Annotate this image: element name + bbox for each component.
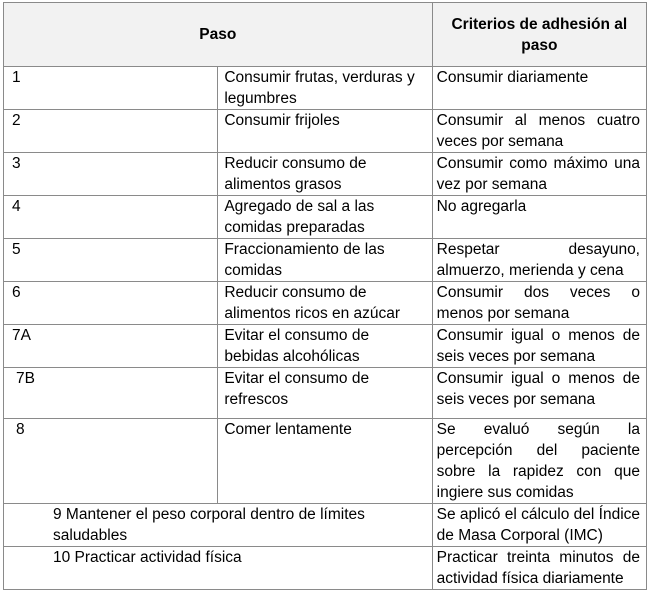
header-step: Paso xyxy=(4,3,433,67)
table-row xyxy=(4,547,647,590)
step-number: 5 xyxy=(4,239,218,282)
step-text: Evitar el consumo de refrescos xyxy=(218,368,432,419)
step-text: 10 Practicar actividad física xyxy=(4,547,433,590)
step-text: Consumir frutas, verduras y legumbres xyxy=(218,67,432,110)
table-row xyxy=(4,67,647,110)
header-criteria: Criterios de adhesión al paso xyxy=(432,3,646,67)
step-text: Consumir frijoles xyxy=(218,110,432,153)
step-text: Reducir consumo de alimentos ricos en azúcar xyxy=(218,282,432,325)
step-text: Comer lentamente xyxy=(218,419,432,504)
criteria-text: Consumir igual o menos de seis veces por semana xyxy=(432,325,646,368)
criteria-text: Consumir diariamente xyxy=(432,67,646,110)
step-text: Evitar el consumo de bebidas alcohólicas xyxy=(218,325,432,368)
step-number: 1 xyxy=(4,67,218,110)
table-row xyxy=(4,504,647,547)
criteria-text: No agregarla xyxy=(432,196,646,239)
step-text: Agregado de sal a las comidas preparadas xyxy=(218,196,432,239)
table-row xyxy=(4,368,647,419)
table-row xyxy=(4,325,647,368)
step-number: 3 xyxy=(4,153,218,196)
step-number: 4 xyxy=(4,196,218,239)
criteria-text: Consumir como máximo una vez por semana xyxy=(432,153,646,196)
step-text: 9 Mantener el peso corporal dentro de límites saludables xyxy=(4,504,433,547)
table-row xyxy=(4,419,647,504)
table-row xyxy=(4,239,647,282)
table-row xyxy=(4,153,647,196)
step-text: Reducir consumo de alimentos grasos xyxy=(218,153,432,196)
criteria-text: Respetar desayuno, almuerzo, merienda y cena xyxy=(432,239,646,282)
step-text: Fraccionamiento de las comidas xyxy=(218,239,432,282)
table-row xyxy=(4,196,647,239)
criteria-text: Consumir al menos cuatro veces por semana xyxy=(432,110,646,153)
step-number: 7B xyxy=(4,368,218,419)
table-header-row xyxy=(4,3,647,67)
step-number: 2 xyxy=(4,110,218,153)
criteria-text: Se evaluó según la percepción del paciente sobre la rapidez con que ingiere sus comidas xyxy=(432,419,646,504)
criteria-text: Consumir dos veces o menos por semana xyxy=(432,282,646,325)
table-row xyxy=(4,110,647,153)
criteria-text: Se aplicó el cálculo del Índice de Masa Corporal (IMC) xyxy=(432,504,646,547)
adherence-criteria-table xyxy=(3,2,647,590)
criteria-text: Consumir igual o menos de seis veces por semana xyxy=(432,368,646,419)
table-row xyxy=(4,282,647,325)
criteria-text: Practicar treinta minutos de actividad física diariamente xyxy=(432,547,646,590)
step-number: 6 xyxy=(4,282,218,325)
step-number: 7A xyxy=(4,325,218,368)
step-number: 8 xyxy=(4,419,218,504)
